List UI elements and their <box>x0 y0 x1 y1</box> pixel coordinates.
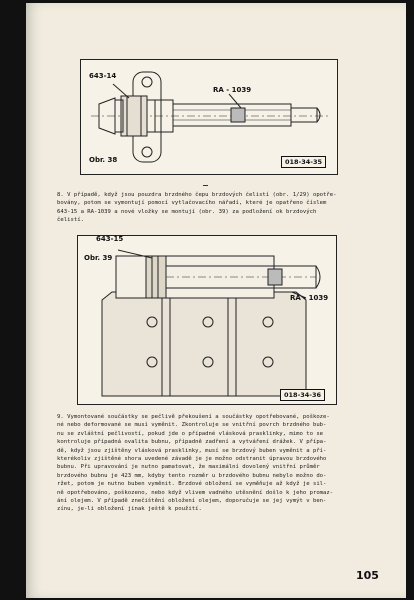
paragraph-9: 9. Vymontované součástky se pečlivě překoušení a součástky opotřebované, poškoze- né nebo deformované se musí vyměnit. Zkontroluje se vnitřní povrch brzdného bub- nu se zvláštní pečlivostí, pokud jde o případné vlásková prasklinky, mimo to se kontroluje případná ovalita bubnu, případně zadření a vytváření drážek. V přípa- dě, když jsou zjištěny vlásková prasklinky, musí se brzdový buben vyměnit a pří- kterékoliv zjištěné shora uvedené závadě je je možno odstranit úpravou brzdového bubnu. Při upravování je nutno pamatovat, že maximální dovolený vnitřní průměr brzdového bubnu je 423 mm, kdyby tento rozměr u brzdového bubnu nebylo možno do- ržet, potom je nutno buben vyměnit. Brzdové obložení se vyměňuje až když je sil- ně opotřebováno, poškozeno, nebo když vlivem vadného utěsnění došlo k jeho promaz- ání olejem. V případě znečištění obložení olejem, doporučuje se jej vymýt v ben- zínu, je-li obložení jinak ještě k použití. <box>57 414 334 513</box>
document-page <box>26 3 406 598</box>
figure-39-label: Obr. 39 <box>84 254 113 262</box>
figure-39-code: 018-34-36 <box>280 389 325 401</box>
figure-38-label: Obr. 38 <box>89 156 118 164</box>
tool-label-643-15: 643-15 <box>96 235 124 243</box>
tool-label-ra-1039: RA - 1039 <box>213 86 252 94</box>
tool-label-643-14: 643-14 <box>89 72 117 80</box>
paragraph-8: 8. V případě, když jsou pouzdra brzdného čepu brzdových čelistí (obr. 1/29) opotře- bovány, potom se vymontují pomocí vytlačovacího nářadí, které je opatřeno číslem 643-15 a RA-1039 a nové vložky se montují (obr. 39) za podložení ok brzdových čelistí. <box>57 192 337 224</box>
page-number: 105 <box>356 569 379 582</box>
tool-label-ra-1039: RA - 1039 <box>290 294 329 302</box>
figure-38-code: 018-34-35 <box>281 156 326 168</box>
separator-dash <box>203 185 208 186</box>
figure-38 <box>80 59 338 175</box>
figure-39-drawing <box>78 236 336 404</box>
figure-39 <box>77 235 337 405</box>
